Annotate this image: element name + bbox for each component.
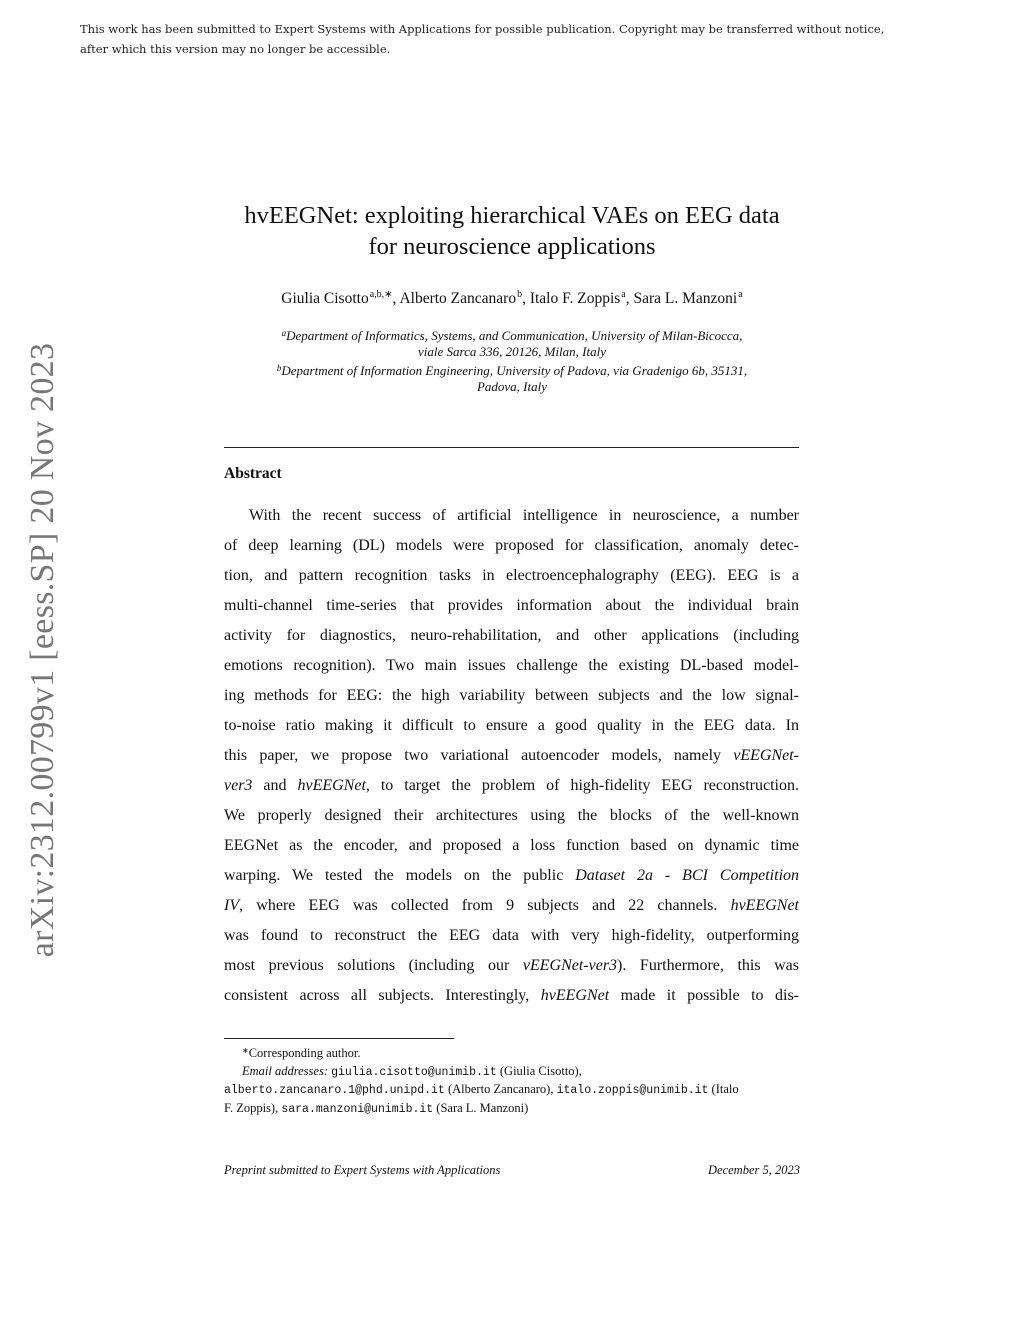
author-affiliation-marker: a,b,∗ — [369, 289, 393, 300]
abstract-text: , to target the problem of high-fidelity EEG reconstruction. — [365, 777, 799, 794]
affiliation-b-marker: b — [276, 363, 282, 373]
affiliation-a — [212, 325, 812, 344]
footnote-star: ∗ — [242, 1046, 249, 1055]
abstract-text: , where EEG was collected from 9 subjects and 22 channels. — [239, 897, 731, 914]
paper-title — [212, 200, 812, 262]
affiliations — [212, 325, 812, 395]
footnote-email-line-2 — [224, 1081, 799, 1100]
abstract-line — [224, 891, 799, 921]
footnote-email-line-1 — [224, 1063, 799, 1082]
abstract-emphasis: hvEEGNet — [730, 897, 799, 914]
author-name: Giulia Cisotto — [281, 290, 369, 307]
abstract-text: tion, and pattern recognition tasks in electroencephalography (EEG). EEG is a — [224, 567, 799, 584]
abstract-line — [224, 951, 799, 981]
author-separator: , — [522, 290, 530, 307]
abstract-text: We properly designed their architectures using the blocks of the well-known — [224, 807, 799, 824]
preprint-date: December 5, 2023 — [708, 1163, 800, 1177]
abstract-line — [224, 591, 799, 621]
abstract-text: ing methods for EEG: the high variability between subjects and the low signal- — [224, 687, 799, 704]
email-link-cisotto[interactable]: giulia.cisotto@unimib.it — [331, 1065, 497, 1079]
abstract-emphasis: Dataset 2a - BCI Competition — [575, 867, 800, 884]
arxiv-identifier: arXiv:2312.00799v1 [eess.SP] 20 Nov 2023 — [24, 342, 61, 958]
abstract-line — [224, 771, 799, 801]
abstract-text: to-noise ratio making it difficult to ensure a good quality in the EEG data. In — [224, 717, 799, 734]
author-separator: , — [392, 290, 400, 307]
abstract-text: made it possible to dis- — [609, 987, 800, 1004]
abstract-text: warping. We tested the models on the public — [224, 867, 576, 884]
email-name-manzoni: (Sara L. Manzoni) — [433, 1100, 529, 1115]
abstract-text: activity for diagnostics, neuro-rehabilitation, and other applications (including — [224, 627, 799, 644]
header-divider — [224, 447, 799, 448]
affiliation-b — [212, 360, 812, 379]
notice-line-2: after which this version may no longer be accessible. — [80, 42, 391, 56]
abstract-text: was found to reconstruct the EEG data with very high-fidelity, outperforming — [224, 927, 799, 944]
abstract-line — [224, 501, 799, 531]
author-name: Alberto Zancanaro — [399, 290, 517, 307]
abstract-emphasis: vEEGNet- — [733, 747, 799, 764]
affiliation-b-line-2: Padova, Italy — [476, 379, 548, 394]
abstract-line — [224, 831, 799, 861]
abstract-text: With the recent success of artificial intelligence in neuroscience, a number — [249, 507, 799, 524]
abstract-emphasis: vEEGNet-ver3 — [522, 957, 618, 974]
abstract-text: of deep learning (DL) models were proposed for classification, anomaly detec- — [224, 537, 799, 554]
abstract-emphasis: IV — [224, 897, 240, 914]
email-link-zancanaro[interactable]: alberto.zancanaro.1@phd.unipd.it — [224, 1084, 445, 1097]
author-name: Italo F. Zoppis — [529, 290, 621, 307]
abstract-text: EEGNet as the encoder, and proposed a loss function based on dynamic time — [224, 837, 799, 854]
abstract-line — [224, 561, 799, 591]
abstract-line — [224, 651, 799, 681]
abstract-line — [224, 861, 799, 891]
abstract-text: ). Furthermore, this was — [617, 957, 799, 974]
author-affiliation-marker: a — [621, 289, 626, 300]
author-affiliation-marker: a — [738, 289, 743, 300]
affiliation-a-line-1: Department of Informatics, Systems, and Communication, University of Milan-Bicocca, — [286, 328, 743, 343]
author-separator: , — [625, 290, 634, 307]
footnote-divider — [224, 1038, 454, 1039]
abstract-text: emotions recognition). Two main issues challenge the existing DL-based model- — [224, 657, 799, 674]
email-name-cisotto: (Giulia Cisotto), — [496, 1063, 582, 1078]
email-link-manzoni[interactable]: sara.manzoni@unimib.it — [281, 1102, 434, 1116]
footnote-email-line-3 — [224, 1100, 799, 1119]
abstract-text: consistent across all subjects. Interestingly, — [224, 987, 541, 1004]
abstract-line — [224, 981, 799, 1011]
preprint-journal-note: Preprint submitted to Expert Systems with Applications — [224, 1163, 501, 1177]
title-line-2: for neuroscience applications — [368, 233, 656, 260]
abstract-body — [224, 501, 799, 1011]
footnote-corresponding — [224, 1042, 799, 1063]
author-name: Sara L. Manzoni — [633, 290, 738, 307]
author-list — [212, 289, 812, 308]
abstract-line — [224, 711, 799, 741]
affiliation-a-line-2: viale Sarca 336, 20126, Milan, Italy — [418, 344, 606, 359]
email-name-zoppis-part1: (Italo — [708, 1082, 739, 1096]
abstract-heading: Abstract — [224, 465, 282, 482]
corresponding-author-note: Corresponding author. — [248, 1046, 361, 1060]
author-affiliation-marker: b — [517, 289, 523, 300]
abstract-line — [224, 621, 799, 651]
notice-line-1: This work has been submitted to Expert Systems with Applications for possible publication. Copyright may be transferred without notice, — [80, 22, 885, 36]
submission-notice — [80, 19, 910, 59]
abstract-text: multi-channel time-series that provides information about the individual brain — [224, 597, 799, 614]
footnote — [224, 1042, 799, 1118]
abstract-line — [224, 741, 799, 771]
abstract-emphasis: ver3 — [224, 777, 253, 794]
abstract-line — [224, 921, 799, 951]
abstract-emphasis: hvEEGNet — [297, 777, 366, 794]
abstract-text: most previous solutions (including our — [224, 957, 523, 974]
abstract-text: and — [252, 777, 298, 794]
title-line-1: hvEEGNet: exploiting hierarchical VAEs on EEG data — [244, 202, 780, 229]
abstract-line — [224, 801, 799, 831]
abstract-emphasis: hvEEGNet — [540, 987, 610, 1004]
affiliation-b-line-1: Department of Information Engineering, University of Padova, via Gradenigo 6b, 35131, — [281, 363, 748, 378]
abstract-line — [224, 531, 799, 561]
email-name-zancanaro: (Alberto Zancanaro), — [444, 1082, 557, 1096]
email-name-zoppis-part2: F. Zoppis), — [224, 1100, 282, 1115]
email-label: Email addresses: — [242, 1063, 328, 1078]
abstract-text: this paper, we propose two variational autoencoder models, namely — [224, 747, 734, 764]
abstract-line — [224, 681, 799, 711]
affiliation-a-marker: a — [281, 328, 287, 338]
email-link-zoppis[interactable]: italo.zoppis@unimib.it — [556, 1084, 709, 1097]
